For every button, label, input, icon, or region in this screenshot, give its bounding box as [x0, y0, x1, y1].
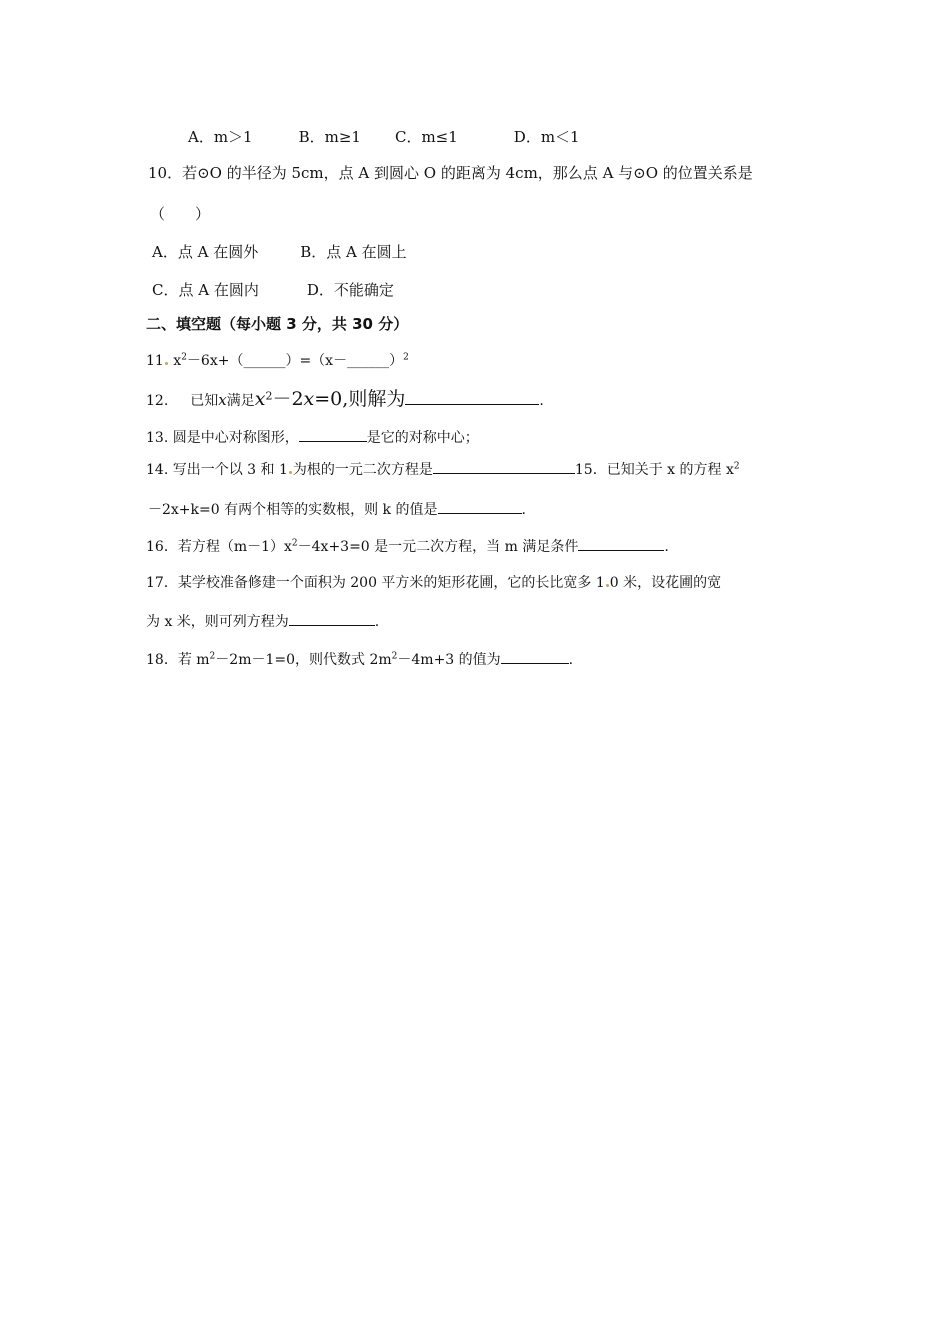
q12-eq-end: =0,则解为: [314, 388, 406, 410]
q12-eq-sup: 2: [265, 389, 273, 403]
q11-number: 11: [146, 353, 164, 369]
q15-line2-text: －2x+k=0 有两个相等的实数根，则 k 的值是: [148, 502, 438, 518]
q18-end: .: [568, 652, 574, 668]
q12-eq-x2: x: [303, 388, 315, 410]
q16-end: .: [664, 539, 669, 555]
q10-stem: 10．若⊙O 的半径为 5cm，点 A 到圆心 O 的距离为 4cm，那么点 A 与⊙O 的位置关系是: [148, 164, 753, 182]
q9-option-b: B．m≥1: [298, 128, 361, 146]
q16-text: 16．若方程（m－1）x: [146, 539, 292, 555]
q9-options: [188, 127, 580, 147]
q14-text-b: 为根的一元二次方程是: [292, 462, 433, 478]
q12-eq-rest: －2: [272, 388, 304, 410]
q11-text-1: x: [173, 353, 182, 369]
q18-rest: －4m+3 的值为: [397, 652, 501, 668]
q10-options-row1: [152, 242, 407, 262]
q17-answer-blank[interactable]: [289, 611, 375, 626]
q15-sup: 2: [733, 461, 740, 472]
q10-option-d: D．不能确定: [306, 281, 394, 299]
q17-line2: [146, 611, 379, 632]
q15-line2: [148, 499, 526, 520]
q17-line2-text: 为 x 米，则可列方程为: [146, 614, 289, 630]
q17-line1-a: 17．某学校准备修建一个面积为 200 平方米的矩形花圃，它的长比宽多 1: [146, 575, 605, 591]
q11-sup-1: 2: [181, 352, 187, 363]
q12-pre: 已知: [190, 393, 219, 409]
q12-mid: 满足: [226, 393, 255, 409]
q14-answer-blank[interactable]: [433, 459, 575, 474]
q9-option-c: C．m≤1: [394, 128, 458, 146]
q15-end: .: [521, 502, 526, 518]
q11-sup-2: 2: [403, 352, 409, 363]
q18-sup-1: 2: [209, 651, 216, 662]
q9-option-a: A．m＞1: [188, 128, 253, 146]
q9-option-d: D．m＜1: [513, 128, 580, 146]
q14-q15-row: [146, 459, 740, 480]
q13-after: 是它的对称中心；: [366, 430, 479, 446]
q17-end: .: [374, 614, 380, 630]
q13-answer-blank[interactable]: [299, 427, 367, 442]
q14-dot: [289, 471, 292, 474]
q18-sup-2: 2: [391, 651, 398, 662]
q18-answer-blank[interactable]: [501, 649, 569, 664]
q12: [146, 389, 544, 411]
q13: [146, 427, 479, 448]
q18-mid: －2m－1=0，则代数式 2m: [215, 652, 392, 668]
q11-text-2: －6x+（______）=（x－______）: [186, 353, 404, 369]
q12-eq-x: x: [254, 388, 266, 410]
q11: [146, 351, 409, 371]
q12-end: .: [539, 393, 544, 409]
q17-line1: [146, 573, 721, 593]
q10-paren: （ ）: [150, 205, 211, 223]
q13-text: 13. 圆是中心对称图形，: [146, 430, 299, 446]
q12-var: x: [218, 391, 227, 409]
q17-dot: [606, 584, 609, 587]
q12-answer-blank[interactable]: [405, 390, 539, 405]
q16-sup: 2: [291, 538, 298, 549]
q10-options-row2: [152, 280, 394, 300]
q11-dot: [165, 362, 168, 365]
q10-option-b: B．点 A 在圆上: [300, 243, 407, 261]
q17-line1-b: 0 米，设花圃的宽: [609, 575, 722, 591]
q12-number: 12.: [146, 393, 169, 409]
q14-text-a: 14. 写出一个以 3 和 1: [146, 462, 288, 478]
q15-answer-blank[interactable]: [438, 499, 522, 514]
q16: [146, 536, 669, 557]
q16-answer-blank[interactable]: [578, 536, 664, 551]
q16-rest: －4x+3=0 是一元二次方程，当 m 满足条件: [297, 539, 579, 555]
q10-option-c: C．点 A 在圆内: [152, 281, 259, 299]
q18: [146, 649, 573, 670]
q10-option-a: A．点 A 在圆外: [152, 243, 259, 261]
q18-text: 18．若 m: [146, 652, 210, 668]
section2-heading: 二、填空题（每小题 3 分，共 30 分）: [146, 315, 409, 333]
q15-text: 15．已知关于 x 的方程 x: [574, 462, 734, 478]
